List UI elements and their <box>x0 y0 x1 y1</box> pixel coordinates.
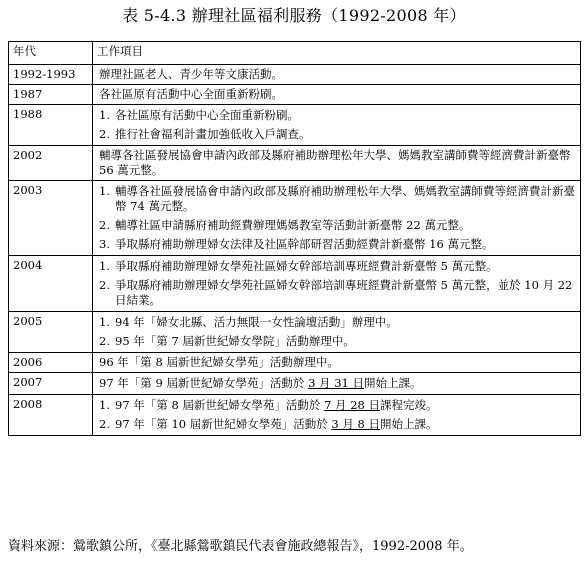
item-single <box>97 87 576 102</box>
item-text: 爭取縣府補助辦理婦女學苑社區婦女幹部培訓專班經費計新臺幣 5 萬元整。 <box>115 259 498 273</box>
items-cell <box>93 146 581 181</box>
item-text: 各社區原有活動中心全面重新粉刷。 <box>99 87 283 101</box>
item-text: 爭取縣府補助辦理婦女學苑社區婦女幹部培訓專班經費計新臺幣 5 萬元整，並於 10 月 22 日結業。 <box>115 278 573 307</box>
table-row <box>9 395 581 436</box>
item-list <box>97 398 576 432</box>
table-row <box>9 181 581 256</box>
list-item <box>97 376 576 391</box>
item-list <box>97 184 576 252</box>
list-item <box>97 278 576 308</box>
items-column-header: 工作項目 <box>93 42 581 65</box>
table-body <box>9 65 581 436</box>
table-row <box>9 146 581 181</box>
item-date: 3 月 8 日 <box>331 417 380 431</box>
item-text: 輔導各社區發展協會申請內政部及縣府補助辦理松年大學、媽媽教室講師費等經濟費計新臺幣 56 萬元整。 <box>99 148 571 177</box>
list-item <box>97 127 576 142</box>
list-item <box>97 259 576 274</box>
item-list <box>97 108 576 142</box>
item-list <box>97 376 576 391</box>
item-text: 課程完竣。 <box>380 398 438 412</box>
item-text: 輔導社區申請縣府補助經費辦理媽媽教室等活動計新臺幣 22 萬元整。 <box>115 218 471 232</box>
item-single <box>97 148 576 178</box>
year-cell: 2002 <box>9 146 93 181</box>
item-number: 2. <box>99 417 110 431</box>
item-number: 3. <box>99 237 110 251</box>
year-cell: 1988 <box>9 105 93 146</box>
item-number: 1. <box>99 259 110 273</box>
table-row <box>9 65 581 85</box>
item-list <box>97 259 576 308</box>
items-cell <box>93 105 581 146</box>
list-item <box>97 315 576 330</box>
item-list <box>97 315 576 349</box>
table-row <box>9 312 581 353</box>
item-text: 97 年「第 8 屆新世紀婦女學苑」活動於 <box>115 398 325 412</box>
list-item <box>97 108 576 123</box>
items-cell <box>93 373 581 395</box>
year-cell: 2003 <box>9 181 93 256</box>
list-item <box>97 398 576 413</box>
year-cell: 2005 <box>9 312 93 353</box>
year-cell: 2004 <box>9 256 93 312</box>
year-cell: 1987 <box>9 85 93 105</box>
item-text: 推行社會福利計畫加強低收入戶調查。 <box>115 127 311 141</box>
welfare-services-table <box>8 41 581 436</box>
item-date: 3 月 31 日 <box>308 376 364 390</box>
list-item <box>97 237 576 252</box>
items-cell <box>93 181 581 256</box>
year-column-header: 年代 <box>9 42 93 65</box>
list-item <box>97 218 576 233</box>
item-number: 2. <box>99 127 110 141</box>
item-date: 7 月 28 日 <box>324 398 380 412</box>
item-single <box>97 355 576 370</box>
item-text: 97 年「第 9 屆新世紀婦女學苑」活動於 <box>99 376 309 390</box>
list-item <box>97 334 576 349</box>
table-header-row <box>9 42 581 65</box>
item-number: 2. <box>99 278 110 292</box>
item-text: 辦理社區老人、青少年等文康活動。 <box>99 67 283 81</box>
item-single <box>97 67 576 82</box>
year-cell: 1992-1993 <box>9 65 93 85</box>
item-number: 1. <box>99 398 110 412</box>
items-cell <box>93 353 581 373</box>
year-cell: 2006 <box>9 353 93 373</box>
item-text: 95 年「第 7 屆新世紀婦女學院」活動辦理中。 <box>115 334 355 348</box>
item-text: 開始上課。 <box>380 417 438 431</box>
item-text: 96 年「第 8 屆新世紀婦女學苑」活動辦理中。 <box>99 355 339 369</box>
item-text: 開始上課。 <box>364 376 422 390</box>
list-item <box>97 417 576 432</box>
item-number: 1. <box>99 108 110 122</box>
year-cell: 2008 <box>9 395 93 436</box>
table-row <box>9 256 581 312</box>
item-number: 2. <box>99 218 110 232</box>
table-title: 表 5-4.3 辦理社區福利服務（1992-2008 年） <box>122 6 466 25</box>
item-number: 2. <box>99 334 110 348</box>
item-text: 97 年「第 10 屆新世紀婦女學苑」活動於 <box>115 417 332 431</box>
item-number: 1. <box>99 184 110 198</box>
table-row <box>9 105 581 146</box>
item-text: 94 年「婦女北縣、活力無限一女性論壇活動」辦理中。 <box>115 315 398 329</box>
item-text: 各社區原有活動中心全面重新粉刷。 <box>115 108 299 122</box>
table-row <box>9 373 581 395</box>
table-row <box>9 85 581 105</box>
items-cell <box>93 395 581 436</box>
items-cell <box>93 256 581 312</box>
items-cell <box>93 65 581 85</box>
items-cell <box>93 312 581 353</box>
year-cell: 2007 <box>9 373 93 395</box>
table-row <box>9 353 581 373</box>
source-note: 資料來源：鶯歌鎮公所，《臺北縣鶯歌鎮民代表會施政總報告》，1992-2008 年。 <box>8 539 473 554</box>
item-text: 輔導各社區發展協會申請內政部及縣府補助辦理松年大學、媽媽教室講師費等經濟費計新臺幣 74 萬元整。 <box>115 184 575 213</box>
item-number: 1. <box>99 315 110 329</box>
items-cell <box>93 85 581 105</box>
list-item <box>97 184 576 214</box>
item-text: 爭取縣府補助辦理婦女法律及社區幹部研習活動經費計新臺幣 16 萬元整。 <box>115 237 494 251</box>
